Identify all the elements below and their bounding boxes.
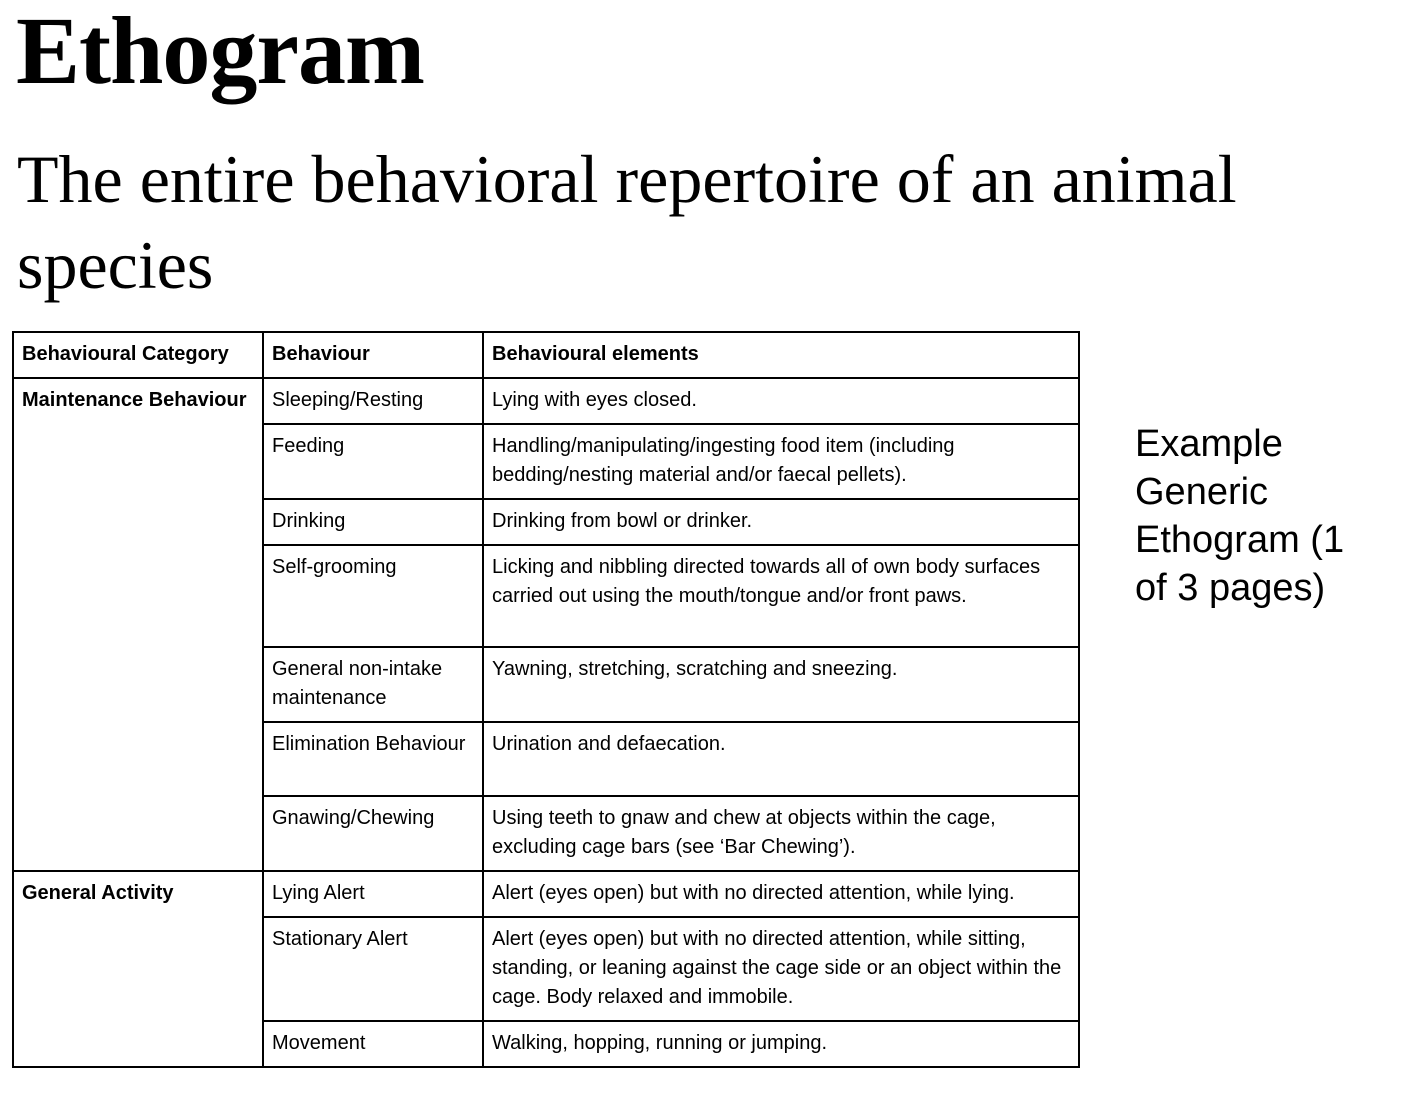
header-behavioural-elements: Behavioural elements (483, 332, 1079, 378)
elements-cell: Using teeth to gnaw and chew at objects within the cage, excluding cage bars (see ‘Bar Chewing’). (483, 796, 1079, 871)
table-row (13, 378, 1079, 424)
behaviour-cell: Feeding (263, 424, 483, 499)
behaviour-cell: Drinking (263, 499, 483, 545)
behaviour-cell: Self-grooming (263, 545, 483, 647)
behaviour-cell: Movement (263, 1021, 483, 1067)
table-header-row (13, 332, 1079, 378)
elements-cell: Drinking from bowl or drinker. (483, 499, 1079, 545)
elements-cell: Yawning, stretching, scratching and sneezing. (483, 647, 1079, 722)
behaviour-cell: Stationary Alert (263, 917, 483, 1021)
slide-title: Ethogram (16, 0, 424, 104)
elements-cell: Licking and nibbling directed towards all of own body surfaces carried out using the mouth/tongue and/or front paws. (483, 545, 1079, 647)
slide-subtitle: The entire behavioral repertoire of an animal species (17, 141, 1237, 303)
elements-cell: Handling/manipulating/ingesting food item (including bedding/nesting material and/or faecal pellets). (483, 424, 1079, 499)
elements-cell: Alert (eyes open) but with no directed attention, while lying. (483, 871, 1079, 917)
behaviour-cell: Gnawing/Chewing (263, 796, 483, 871)
table-row (13, 871, 1079, 917)
elements-cell: Urination and defaecation. (483, 722, 1079, 796)
behaviour-cell: Elimination Behaviour (263, 722, 483, 796)
header-behaviour: Behaviour (263, 332, 483, 378)
elements-cell: Alert (eyes open) but with no directed attention, while sitting, standing, or leaning against the cage side or an object within the cage. Body relaxed and immobile. (483, 917, 1079, 1021)
side-caption: Example Generic Ethogram (1 of 3 pages) (1135, 423, 1345, 609)
behaviour-cell: Sleeping/Resting (263, 378, 483, 424)
header-behavioural-category: Behavioural Category (13, 332, 263, 378)
elements-cell: Lying with eyes closed. (483, 378, 1079, 424)
behaviour-cell: Lying Alert (263, 871, 483, 917)
elements-cell: Walking, hopping, running or jumping. (483, 1021, 1079, 1067)
category-cell: Maintenance Behaviour (13, 378, 263, 871)
behaviour-cell: General non-intake maintenance (263, 647, 483, 722)
ethogram-table (12, 331, 1080, 1068)
category-cell: General Activity (13, 871, 263, 1067)
